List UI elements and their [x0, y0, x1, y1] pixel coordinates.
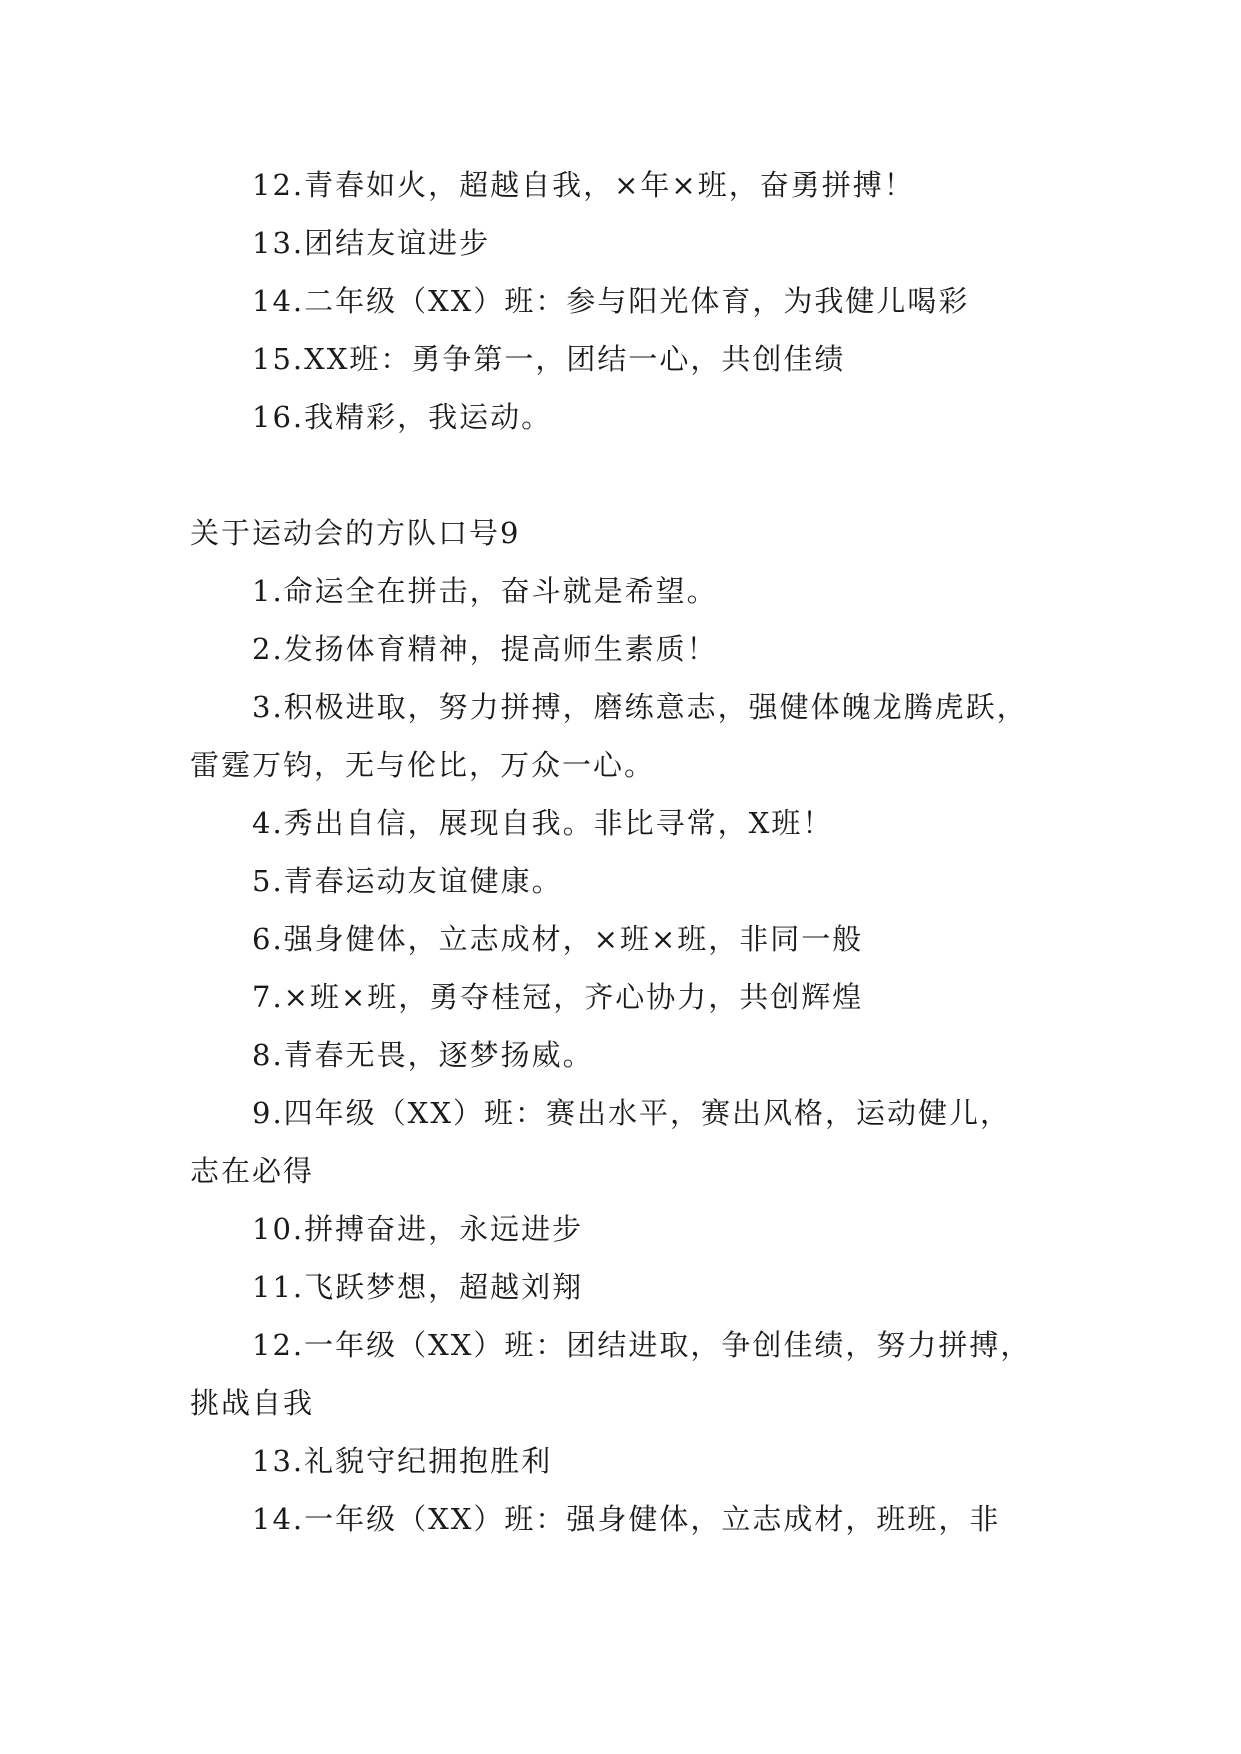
- slogan-item-6: 6.强身健体，立志成材，×班×班，非同一般: [252, 922, 864, 956]
- slogan-item-14: 14.二年级（XX）班：参与阳光体育，为我健儿喝彩: [252, 284, 970, 318]
- slogan-item-9: 9.四年级（XX）班：赛出水平，赛出风格，运动健儿，: [252, 1096, 1011, 1130]
- slogan-item-5: 5.青春运动友谊健康。: [252, 864, 563, 898]
- slogan-item-11: 11.飞跃梦想，超越刘翔: [252, 1270, 584, 1304]
- slogan-item-1: 1.命运全在拼击，奋斗就是希望。: [252, 574, 718, 608]
- slogan-item-15: 15.XX班：勇争第一，团结一心，共创佳绩: [252, 342, 846, 376]
- slogan-item-10: 10.拼搏奋进，永远进步: [252, 1212, 584, 1246]
- slogan-item-13: 13.团结友谊进步: [252, 226, 491, 260]
- section-heading: 关于运动会的方队口号9: [190, 516, 521, 550]
- slogan-item-3-continued: 雷霆万钧，无与伦比，万众一心。: [190, 748, 656, 782]
- slogan-item-14: 14.一年级（XX）班：强身健体，立志成材，班班，非: [252, 1502, 1001, 1536]
- slogan-item-16: 16.我精彩，我运动。: [252, 400, 553, 434]
- slogan-item-8: 8.青春无畏，逐梦扬威。: [252, 1038, 594, 1072]
- slogan-item-4: 4.秀出自信，展现自我。非比寻常，X班！: [252, 806, 834, 840]
- slogan-item-12-continued: 挑战自我: [190, 1386, 315, 1420]
- slogan-item-9-continued: 志在必得: [190, 1154, 315, 1188]
- slogan-item-2: 2.发扬体育精神，提高师生素质！: [252, 632, 718, 666]
- slogan-item-13: 13.礼貌守纪拥抱胜利: [252, 1444, 553, 1478]
- slogan-item-7: 7.×班×班，勇夺桂冠，齐心协力，共创辉煌: [252, 980, 864, 1014]
- slogan-item-3: 3.积极进取，努力拼搏，磨练意志，强健体魄龙腾虎跃，: [252, 690, 1028, 724]
- slogan-item-12: 12.青春如火，超越自我，×年×班，奋勇拼搏！: [252, 168, 915, 202]
- slogan-item-12: 12.一年级（XX）班：团结进取，争创佳绩，努力拼搏，: [252, 1328, 1032, 1362]
